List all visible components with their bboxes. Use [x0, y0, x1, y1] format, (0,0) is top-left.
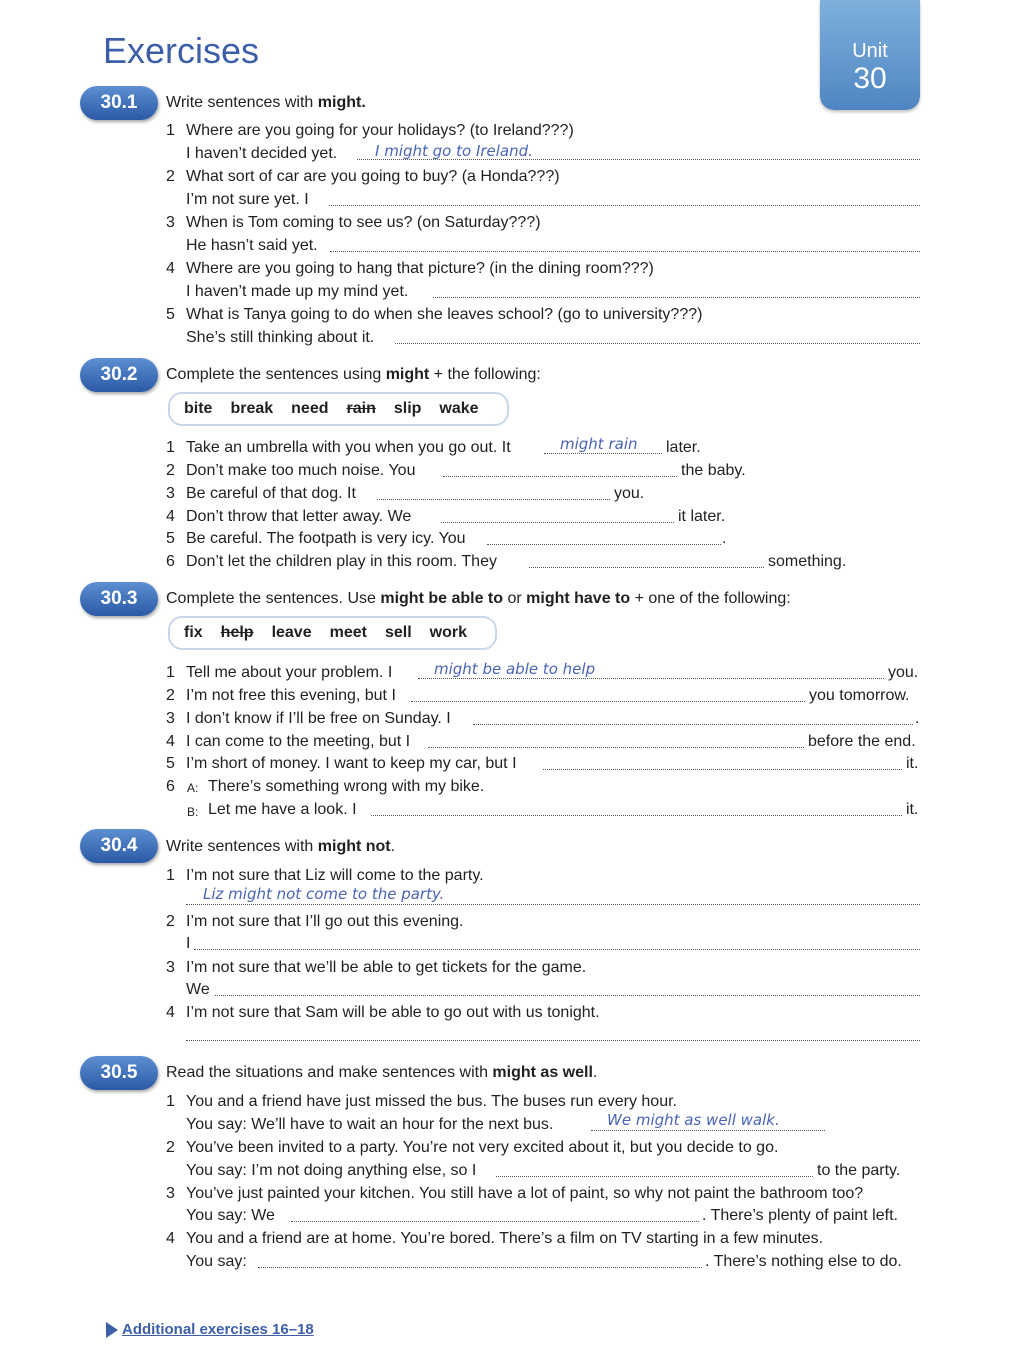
- word-option: need: [291, 400, 329, 417]
- speaker-a-label: A:: [187, 781, 199, 795]
- exercise-instruction: Complete the sentences. Use might be able to or might have to + one of the following:: [166, 590, 791, 607]
- sentence-end: it.: [906, 801, 919, 818]
- word-option: bite: [184, 400, 213, 417]
- answer-line[interactable]: [443, 476, 677, 477]
- sentence-end: you.: [888, 664, 919, 681]
- exercise-instruction: Write sentences with might.: [166, 94, 366, 111]
- item-number: 4: [166, 260, 175, 277]
- arrow-right-icon: [106, 1322, 118, 1338]
- exercise-badge-30-3: 30.3: [80, 582, 158, 616]
- item-number: 2: [166, 913, 175, 930]
- sentence-end: .: [915, 710, 920, 727]
- situation-text: You’ve just painted your kitchen. You still have a lot of paint, so why not paint the bathroom too?: [186, 1185, 864, 1202]
- item-number: 5: [166, 306, 175, 323]
- word-option-used: help: [220, 624, 254, 641]
- sentence-end: later.: [666, 439, 701, 456]
- item-number: 1: [166, 122, 175, 139]
- word-option: sell: [384, 624, 412, 641]
- handwritten-answer: I might go to Ireland.: [375, 142, 533, 160]
- answer-line[interactable]: [215, 995, 920, 996]
- sentence-start: Don’t let the children play in this room. They: [186, 553, 497, 570]
- answer-line[interactable]: [186, 904, 920, 905]
- item-number: 3: [166, 214, 175, 231]
- answer-line[interactable]: [544, 453, 662, 454]
- item-number: 6: [166, 778, 175, 795]
- item-number: 4: [166, 733, 175, 750]
- situation-text: You’ve been invited to a party. You’re not very excited about it, but you decide to go.: [186, 1139, 779, 1156]
- answer-lead: I’m not sure yet. I: [186, 191, 309, 208]
- answer-line[interactable]: [418, 678, 884, 679]
- answer-lead: You say:: [186, 1253, 247, 1270]
- word-option: break: [230, 400, 274, 417]
- question-text: When is Tom coming to see us? (on Saturday???): [186, 214, 541, 231]
- item-number: 2: [166, 1139, 175, 1156]
- sentence-start: Tell me about your problem. I: [186, 664, 393, 681]
- question-text: What is Tanya going to do when she leaves school? (go to university???): [186, 306, 703, 323]
- answer-line[interactable]: [543, 769, 902, 770]
- sentence-end: you tomorrow.: [809, 687, 910, 704]
- sentence-start: Don’t throw that letter away. We: [186, 508, 412, 525]
- answer-line[interactable]: [591, 1130, 825, 1131]
- answer-line[interactable]: [377, 499, 610, 500]
- question-text: Where are you going for your holidays? (to Ireland???): [186, 122, 574, 139]
- answer-line[interactable]: [395, 343, 920, 344]
- answer-line[interactable]: [194, 949, 920, 950]
- answer-line[interactable]: [441, 522, 674, 523]
- exercise-badge-30-4: 30.4: [80, 829, 158, 863]
- item-number: 3: [166, 710, 175, 727]
- answer-line[interactable]: [529, 567, 764, 568]
- word-option-used: rain: [346, 400, 376, 417]
- sentence-end: before the end.: [808, 733, 916, 750]
- item-number: 2: [166, 687, 175, 704]
- unit-tab: [820, 0, 920, 110]
- sentence-end: you.: [614, 485, 645, 502]
- sentence-start: Take an umbrella with you when you go out. It: [186, 439, 511, 456]
- item-number: 5: [166, 530, 175, 547]
- answer-line[interactable]: [433, 297, 920, 298]
- question-text: I’m not sure that I’ll go out this evening.: [186, 913, 464, 930]
- sentence-start: Let me have a look. I: [208, 801, 357, 818]
- word-option: meet: [329, 624, 367, 641]
- handwritten-answer: might be able to help: [434, 660, 596, 678]
- answer-lead: You say: We: [186, 1207, 275, 1224]
- sentence-end: the baby.: [681, 462, 746, 479]
- item-number: 4: [166, 1004, 175, 1021]
- word-box: [168, 616, 497, 650]
- sentence-end: . There’s plenty of paint left.: [702, 1207, 898, 1224]
- link-text: Additional exercises 16–18: [122, 1321, 314, 1338]
- item-number: 1: [166, 1093, 175, 1110]
- answer-lead: You say: We’ll have to wait an hour for the next bus.: [186, 1116, 554, 1133]
- question-text: What sort of car are you going to buy? (a Honda???): [186, 168, 560, 185]
- unit-label: Unit: [852, 40, 888, 62]
- additional-exercises-link[interactable]: [106, 1321, 314, 1338]
- item-number: 4: [166, 1230, 175, 1247]
- sentence-start: I’m not free this evening, but I: [186, 687, 396, 704]
- page-title: Exercises: [103, 30, 260, 71]
- answer-line[interactable]: [330, 251, 920, 252]
- item-number: 6: [166, 553, 175, 570]
- unit-number: 30: [853, 62, 887, 95]
- word-option: wake: [439, 400, 479, 417]
- dialogue-line: There’s something wrong with my bike.: [208, 778, 485, 795]
- answer-lead: I: [186, 935, 191, 952]
- sentence-end: .: [722, 530, 727, 547]
- exercise-badge-30-5: 30.5: [80, 1056, 158, 1090]
- exercise-instruction: Complete the sentences using might + the following:: [166, 366, 541, 383]
- word-option: fix: [184, 624, 203, 641]
- sentence-start: Be careful. The footpath is very icy. You: [186, 530, 466, 547]
- sentence-start: I can come to the meeting, but I: [186, 733, 411, 750]
- answer-line[interactable]: [428, 747, 804, 748]
- word-box: [168, 392, 509, 426]
- item-number: 5: [166, 755, 175, 772]
- sentence-start: I don’t know if I’ll be free on Sunday. I: [186, 710, 451, 727]
- situation-text: You and a friend have just missed the bus. The buses run every hour.: [186, 1093, 677, 1110]
- word-option: slip: [393, 400, 422, 417]
- answer-line[interactable]: [473, 724, 913, 725]
- speaker-b-label: B:: [187, 805, 199, 819]
- handwritten-answer: Liz might not come to the party.: [203, 885, 445, 903]
- answer-lead: He hasn’t said yet.: [186, 237, 318, 254]
- sentence-start: Be careful of that dog. It: [186, 485, 356, 502]
- item-number: 3: [166, 1185, 175, 1202]
- word-option: work: [429, 624, 467, 641]
- exercise-instruction: Write sentences with might not.: [166, 838, 396, 855]
- answer-line[interactable]: [291, 1221, 699, 1222]
- item-number: 3: [166, 485, 175, 502]
- handwritten-answer: We might as well walk.: [607, 1111, 780, 1129]
- sentence-end: to the party.: [817, 1162, 901, 1179]
- answer-lead: I haven’t made up my mind yet.: [186, 283, 409, 300]
- exercise-instruction: Read the situations and make sentences with might as well.: [166, 1064, 598, 1081]
- question-text: I’m not sure that we’ll be able to get tickets for the game.: [186, 959, 587, 976]
- item-number: 2: [166, 462, 175, 479]
- question-text: Where are you going to hang that picture? (in the dining room???): [186, 260, 654, 277]
- question-text: I’m not sure that Liz will come to the party.: [186, 867, 484, 884]
- answer-lead: I haven’t decided yet.: [186, 145, 338, 162]
- question-text: I’m not sure that Sam will be able to go out with us tonight.: [186, 1004, 600, 1021]
- word-option: leave: [271, 624, 312, 641]
- answer-line[interactable]: [186, 1040, 920, 1041]
- exercise-badge-30-2: 30.2: [80, 358, 158, 392]
- sentence-end: something.: [768, 553, 847, 570]
- answer-lead: You say: I’m not doing anything else, so I: [186, 1162, 477, 1179]
- answer-line[interactable]: [487, 544, 721, 545]
- answer-line[interactable]: [371, 815, 902, 816]
- sentence-end: . There’s nothing else to do.: [705, 1253, 902, 1270]
- item-number: 4: [166, 508, 175, 525]
- sentence-end: it later.: [678, 508, 726, 525]
- item-number: 1: [166, 439, 175, 456]
- answer-lead: She’s still thinking about it.: [186, 329, 375, 346]
- answer-line[interactable]: [258, 1267, 702, 1268]
- handwritten-answer: might rain: [560, 435, 638, 453]
- answer-line[interactable]: [329, 205, 920, 206]
- sentence-start: Don’t make too much noise. You: [186, 462, 416, 479]
- item-number: 2: [166, 168, 175, 185]
- sentence-end: it.: [906, 755, 919, 772]
- item-number: 1: [166, 867, 175, 884]
- item-number: 3: [166, 959, 175, 976]
- answer-line[interactable]: [496, 1176, 813, 1177]
- answer-line[interactable]: [411, 701, 805, 702]
- situation-text: You and a friend are at home. You’re bored. There’s a film on TV starting in a few minutes.: [186, 1230, 824, 1247]
- sentence-start: I’m short of money. I want to keep my car, but I: [186, 755, 517, 772]
- exercise-badge-30-1: 30.1: [80, 86, 158, 120]
- answer-lead: We: [186, 981, 210, 998]
- item-number: 1: [166, 664, 175, 681]
